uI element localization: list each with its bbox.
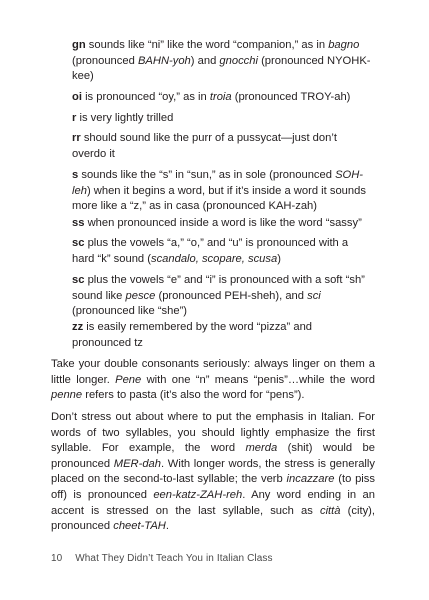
italic-term: een-katz-ZAH-reh [153, 488, 243, 501]
text-run: plus the vowels “a,” “o,” and “u” is pronounced with a hard “k” sound ( [72, 237, 349, 265]
text-run: . With longer words, the stress is generally placed on the second-to-last syllable; the verb [51, 457, 375, 486]
rule-lead: sc [72, 237, 85, 249]
rule-gn [72, 38, 372, 85]
rule-lead: sc [72, 274, 85, 286]
text-run: sounds like “ni” like the word “companion,” as in [88, 39, 329, 51]
rule-sc-hard [72, 236, 372, 267]
italic-term: scandalo, scopare, scusa [150, 252, 278, 265]
italic-term: gnocchi [219, 54, 258, 67]
text-run: is very lightly trilled [79, 112, 174, 124]
rule-lead: oi [72, 91, 82, 103]
running-title: What They Didn’t Teach You in Italian Class [75, 553, 273, 564]
double-consonants-paragraph [51, 357, 375, 404]
text-run: refers to pasta (it’s also the word for “pens”). [82, 389, 305, 402]
rule-rr [72, 131, 372, 162]
italic-term: bagno [328, 39, 360, 51]
rule-s [72, 168, 372, 215]
rule-lead: rr [72, 132, 81, 144]
rule-oi [72, 90, 372, 106]
italic-term: BAHN-yoh [137, 54, 191, 67]
text-run: Take your double consonants seriously: always linger on them a little longer. [51, 358, 375, 386]
rule-lead: s [72, 169, 79, 181]
text-run: is easily remembered by the word “pizza” and pronounced tz [72, 321, 313, 349]
italic-term: incazzare [286, 473, 335, 486]
text-run: . Any word ending in an accent is stressed on the last syllable, such as [51, 488, 375, 517]
italic-term: merda [245, 442, 278, 455]
italic-term: pesce [125, 289, 156, 302]
text-run: (pronounced NYOHK-kee) [72, 54, 371, 83]
rule-r [72, 111, 372, 127]
italic-term: sci [307, 289, 321, 302]
italic-term: cheet-TAH [113, 520, 166, 533]
text-run: (shit) would be pronounced [51, 442, 375, 470]
italic-term: MER-dah [113, 457, 162, 470]
text-run: is pronounced “oy,” as in [85, 91, 210, 103]
italic-term: penne [51, 389, 83, 402]
text-run: (pronounced PEH-sheh), and [155, 289, 308, 302]
italic-term: città [319, 504, 341, 517]
rule-sc-soft [72, 273, 372, 320]
text-run: with one “n” means “penis”…while the word [141, 373, 375, 386]
italic-term: SOH-leh [72, 169, 364, 197]
italic-term: troia [209, 91, 232, 103]
text-run: (pronounced like “she”) [72, 305, 188, 318]
rule-ss [72, 216, 372, 232]
page-footer [51, 553, 273, 565]
text-run: (pronounced [72, 54, 138, 67]
text-run: ) and [190, 54, 220, 67]
text-run: (pronounced TROY-ah) [231, 91, 351, 103]
text-run: (to piss off) is pronounced [51, 473, 375, 501]
page-number: 10 [51, 553, 63, 564]
text-run: ) when it begins a word, but if it’s inside a word it sounds more like a “z,” as in casa (pronounced KAH-zah) [72, 184, 366, 213]
emphasis-paragraph [51, 410, 375, 535]
italic-term: Pene [115, 373, 142, 386]
text-run: . [165, 520, 169, 533]
text-run: ) [277, 252, 281, 265]
text-run: plus the vowels “e” and “i” is pronounced with a soft “sh” sound like [72, 274, 365, 302]
text-run: sounds like the “s” in “sun,” as in sole (pronounced [81, 169, 336, 181]
rule-lead: gn [72, 39, 86, 51]
rule-lead: ss [72, 217, 85, 229]
text-run: when pronounced inside a word is like the word “sassy” [87, 217, 362, 229]
text-run: Don’t stress out about where to put the emphasis in Italian. For words of two syllables, you should lightly emphasize the first syllable. For example, the word [51, 411, 375, 455]
text-run: (city), pronounced [51, 504, 375, 533]
rule-lead: zz [72, 321, 84, 333]
text-run: should sound like the purr of a pussycat—just don’t overdo it [72, 132, 337, 160]
rule-lead: r [72, 112, 77, 124]
rule-zz [72, 320, 372, 351]
